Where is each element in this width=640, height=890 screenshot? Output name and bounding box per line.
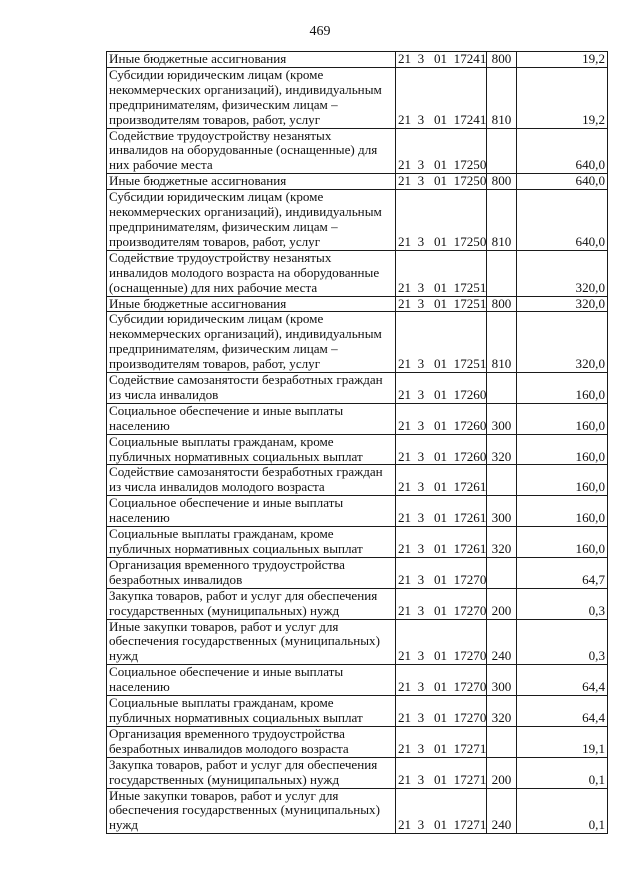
row-name-cell: Социальное обеспечение и иные выплаты населению xyxy=(107,496,396,527)
row-code-cell: 21 3 01 17250 xyxy=(396,128,487,174)
row-amount-cell: 320,0 xyxy=(517,296,608,312)
row-expense-type-cell xyxy=(487,128,517,174)
table-row xyxy=(107,557,608,588)
row-expense-type-cell xyxy=(487,250,517,296)
table-row xyxy=(107,403,608,434)
row-code-cell: 21 3 01 17271 xyxy=(396,726,487,757)
row-amount-cell: 640,0 xyxy=(517,174,608,190)
table-row xyxy=(107,312,608,373)
row-name-cell: Иные бюджетные ассигнования xyxy=(107,296,396,312)
table-row xyxy=(107,128,608,174)
row-expense-type-cell xyxy=(487,373,517,404)
row-code-cell: 21 3 01 17241 xyxy=(396,52,487,68)
row-name-cell: Иные бюджетные ассигнования xyxy=(107,174,396,190)
row-code-cell: 21 3 01 17271 xyxy=(396,757,487,788)
row-name-cell: Социальное обеспечение и иные выплаты населению xyxy=(107,665,396,696)
table-row xyxy=(107,665,608,696)
row-expense-type-cell: 320 xyxy=(487,434,517,465)
row-amount-cell: 64,4 xyxy=(517,665,608,696)
row-expense-type-cell: 240 xyxy=(487,788,517,834)
row-expense-type-cell: 300 xyxy=(487,496,517,527)
row-name-cell: Иные закупки товаров, работ и услуг для обеспечения государственных (муниципальных) нужд xyxy=(107,619,396,665)
row-code-cell: 21 3 01 17261 xyxy=(396,527,487,558)
row-amount-cell: 0,3 xyxy=(517,619,608,665)
row-expense-type-cell: 300 xyxy=(487,403,517,434)
row-expense-type-cell: 800 xyxy=(487,296,517,312)
row-expense-type-cell: 200 xyxy=(487,757,517,788)
row-name-cell: Содействие самозанятости безработных граждан из числа инвалидов молодого возраста xyxy=(107,465,396,496)
row-expense-type-cell: 240 xyxy=(487,619,517,665)
row-expense-type-cell: 800 xyxy=(487,52,517,68)
page-number: 469 xyxy=(309,24,331,39)
row-code-cell: 21 3 01 17270 xyxy=(396,696,487,727)
row-expense-type-cell: 320 xyxy=(487,527,517,558)
row-name-cell: Социальные выплаты гражданам, кроме публичных нормативных социальных выплат xyxy=(107,527,396,558)
table-row xyxy=(107,434,608,465)
row-code-cell: 21 3 01 17251 xyxy=(396,296,487,312)
row-amount-cell: 160,0 xyxy=(517,434,608,465)
row-expense-type-cell: 200 xyxy=(487,588,517,619)
row-expense-type-cell: 800 xyxy=(487,174,517,190)
budget-table xyxy=(106,51,608,834)
table-row xyxy=(107,496,608,527)
row-code-cell: 21 3 01 17270 xyxy=(396,665,487,696)
row-amount-cell: 160,0 xyxy=(517,373,608,404)
row-code-cell: 21 3 01 17250 xyxy=(396,174,487,190)
row-code-cell: 21 3 01 17260 xyxy=(396,373,487,404)
row-amount-cell: 320,0 xyxy=(517,312,608,373)
table-row xyxy=(107,527,608,558)
row-amount-cell: 19,2 xyxy=(517,52,608,68)
row-expense-type-cell: 810 xyxy=(487,67,517,128)
table-row xyxy=(107,726,608,757)
row-code-cell: 21 3 01 17260 xyxy=(396,403,487,434)
row-code-cell: 21 3 01 17270 xyxy=(396,588,487,619)
row-code-cell: 21 3 01 17251 xyxy=(396,312,487,373)
row-amount-cell: 320,0 xyxy=(517,250,608,296)
table-row xyxy=(107,52,608,68)
row-amount-cell: 19,1 xyxy=(517,726,608,757)
row-amount-cell: 0,1 xyxy=(517,757,608,788)
row-name-cell: Содействие трудоустройству незанятых инвалидов молодого возраста на оборудованные (оснащенные) для них рабочие места xyxy=(107,250,396,296)
row-amount-cell: 0,1 xyxy=(517,788,608,834)
row-expense-type-cell xyxy=(487,557,517,588)
table-row xyxy=(107,296,608,312)
row-name-cell: Содействие трудоустройству незанятых инвалидов на оборудованные (оснащенные) для них рабочие места xyxy=(107,128,396,174)
table-row xyxy=(107,465,608,496)
table-row xyxy=(107,190,608,251)
row-code-cell: 21 3 01 17270 xyxy=(396,619,487,665)
row-amount-cell: 160,0 xyxy=(517,496,608,527)
table-row xyxy=(107,373,608,404)
row-amount-cell: 0,3 xyxy=(517,588,608,619)
row-code-cell: 21 3 01 17261 xyxy=(396,496,487,527)
row-name-cell: Закупка товаров, работ и услуг для обеспечения государственных (муниципальных) нужд xyxy=(107,757,396,788)
row-amount-cell: 19,2 xyxy=(517,67,608,128)
row-expense-type-cell: 320 xyxy=(487,696,517,727)
table-row xyxy=(107,696,608,727)
table-row xyxy=(107,67,608,128)
row-expense-type-cell xyxy=(487,726,517,757)
row-name-cell: Содействие самозанятости безработных граждан из числа инвалидов xyxy=(107,373,396,404)
row-amount-cell: 160,0 xyxy=(517,403,608,434)
table-row xyxy=(107,588,608,619)
row-expense-type-cell: 300 xyxy=(487,665,517,696)
table-row xyxy=(107,757,608,788)
row-code-cell: 21 3 01 17260 xyxy=(396,434,487,465)
row-code-cell: 21 3 01 17270 xyxy=(396,557,487,588)
row-code-cell: 21 3 01 17241 xyxy=(396,67,487,128)
row-expense-type-cell xyxy=(487,465,517,496)
row-expense-type-cell: 810 xyxy=(487,312,517,373)
row-amount-cell: 640,0 xyxy=(517,128,608,174)
row-amount-cell: 160,0 xyxy=(517,465,608,496)
row-name-cell: Субсидии юридическим лицам (кроме некоммерческих организаций), индивидуальным предпринимателям, физическим лицам – производителям товаров, работ, услуг xyxy=(107,67,396,128)
row-name-cell: Иные закупки товаров, работ и услуг для обеспечения государственных (муниципальных) нужд xyxy=(107,788,396,834)
row-name-cell: Социальные выплаты гражданам, кроме публичных нормативных социальных выплат xyxy=(107,696,396,727)
table-row xyxy=(107,619,608,665)
table-row xyxy=(107,788,608,834)
budget-table-body xyxy=(107,52,608,834)
row-name-cell: Закупка товаров, работ и услуг для обеспечения государственных (муниципальных) нужд xyxy=(107,588,396,619)
row-code-cell: 21 3 01 17251 xyxy=(396,250,487,296)
row-code-cell: 21 3 01 17250 xyxy=(396,190,487,251)
row-amount-cell: 64,7 xyxy=(517,557,608,588)
row-name-cell: Организация временного трудоустройства безработных инвалидов xyxy=(107,557,396,588)
row-name-cell: Субсидии юридическим лицам (кроме некоммерческих организаций), индивидуальным предпринимателям, физическим лицам – производителям товаров, работ, услуг xyxy=(107,190,396,251)
row-expense-type-cell: 810 xyxy=(487,190,517,251)
row-name-cell: Иные бюджетные ассигнования xyxy=(107,52,396,68)
row-name-cell: Субсидии юридическим лицам (кроме некоммерческих организаций), индивидуальным предпринимателям, физическим лицам – производителям товаров, работ, услуг xyxy=(107,312,396,373)
table-row xyxy=(107,174,608,190)
row-amount-cell: 640,0 xyxy=(517,190,608,251)
row-amount-cell: 64,4 xyxy=(517,696,608,727)
table-row xyxy=(107,250,608,296)
row-name-cell: Организация временного трудоустройства безработных инвалидов молодого возраста xyxy=(107,726,396,757)
row-name-cell: Социальные выплаты гражданам, кроме публичных нормативных социальных выплат xyxy=(107,434,396,465)
row-name-cell: Социальное обеспечение и иные выплаты населению xyxy=(107,403,396,434)
row-code-cell: 21 3 01 17261 xyxy=(396,465,487,496)
row-amount-cell: 160,0 xyxy=(517,527,608,558)
row-code-cell: 21 3 01 17271 xyxy=(396,788,487,834)
